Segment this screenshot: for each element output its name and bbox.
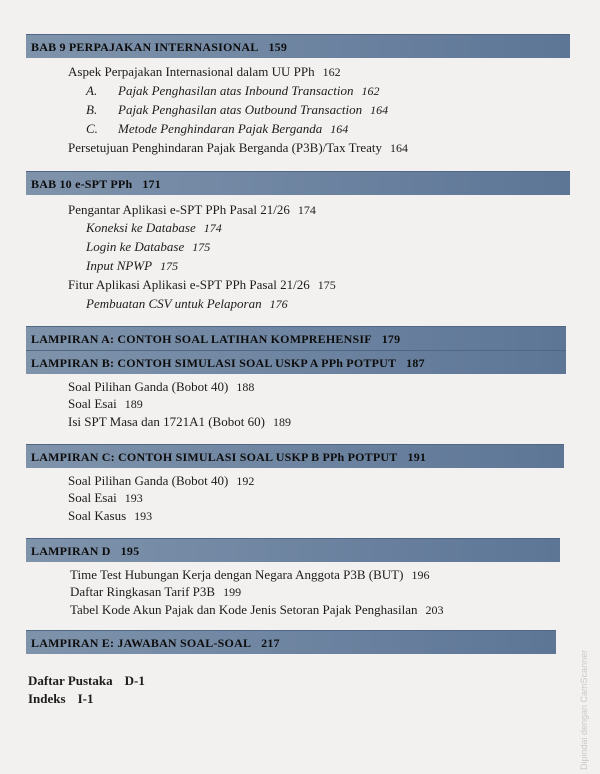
toc-entry-text: Input NPWP <box>86 258 153 273</box>
section-header-page: 217 <box>261 636 280 650</box>
toc-entry-page: 193 <box>134 509 153 523</box>
section-header-lampiran-e <box>26 630 556 654</box>
toc-entry-text: Login ke Database <box>86 239 185 254</box>
toc-entry-page: 193 <box>124 491 143 505</box>
section-header-page: 195 <box>120 544 140 558</box>
section-header-page: 187 <box>406 356 425 370</box>
toc-entry-letter: A. <box>86 83 98 98</box>
toc-entry-page: 189 <box>124 397 143 411</box>
toc-entry-text: Soal Esai <box>68 396 117 411</box>
toc-entry-text: Aspek Perpajakan Internasional dalam UU PPh <box>68 64 315 79</box>
toc-entry-text: Metode Penghindaran Pajak Berganda <box>118 121 323 136</box>
section-header-label: LAMPIRAN D <box>31 544 111 558</box>
toc-entry-text: Pajak Penghasilan atas Inbound Transaction <box>118 83 354 98</box>
section-header-lampiran-c <box>26 444 564 468</box>
toc-entry-text: Soal Esai <box>68 490 117 505</box>
toc-entry <box>68 202 316 218</box>
toc-entry <box>68 277 336 293</box>
toc-entry-page: 192 <box>236 474 255 488</box>
section-header-page: 159 <box>268 40 288 54</box>
toc-entry <box>86 83 379 99</box>
section-header-bab-10 <box>26 171 570 195</box>
back-matter-text: Indeks <box>28 691 66 706</box>
scanner-watermark: Dipindai dengan CamScanner <box>579 649 589 770</box>
toc-entry <box>86 121 348 137</box>
toc-entry <box>68 140 408 156</box>
toc-entry <box>68 379 254 395</box>
toc-entry-page: 174 <box>297 203 316 217</box>
toc-entry-text: Pengantar Aplikasi e-SPT PPh Pasal 21/26 <box>68 202 290 217</box>
toc-entry-text: Persetujuan Penghindaran Pajak Berganda (P3B)/Tax Treaty <box>68 140 383 155</box>
toc-entry-letter: C. <box>86 121 98 136</box>
toc-entry-text: Fitur Aplikasi Aplikasi e-SPT PPh Pasal 21/26 <box>68 277 310 292</box>
section-header-lampiran-b <box>26 350 566 374</box>
toc-entry <box>68 473 254 489</box>
back-matter-entry <box>28 691 93 707</box>
toc-entry-letter: B. <box>86 102 98 117</box>
back-matter-text: Daftar Pustaka <box>28 673 113 688</box>
section-header-label: LAMPIRAN C: CONTOH SIMULASI SOAL USKP B PPh POTPUT <box>31 450 398 464</box>
toc-entry <box>86 102 388 118</box>
section-header-label: BAB 10 e-SPT PPh <box>31 177 133 191</box>
toc-entry <box>70 584 241 600</box>
toc-entry-text: Pembuatan CSV untuk Pelaporan <box>86 296 262 311</box>
toc-entry <box>68 508 152 524</box>
toc-entry-text: Soal Pilihan Ganda (Bobot 40) <box>68 473 229 488</box>
toc-entry-text: Isi SPT Masa dan 1721A1 (Bobot 60) <box>68 414 265 429</box>
section-header-lampiran-a <box>26 326 566 350</box>
toc-entry-page: 203 <box>425 603 444 617</box>
toc-entry-page: 164 <box>390 141 409 155</box>
toc-entry-page: 162 <box>361 84 380 98</box>
toc-entry-page: 199 <box>223 585 242 599</box>
toc-entry-text: Soal Pilihan Ganda (Bobot 40) <box>68 379 229 394</box>
toc-entry <box>68 414 291 430</box>
section-header-label: LAMPIRAN B: CONTOH SIMULASI SOAL USKP A PPh POTPUT <box>31 356 397 370</box>
section-header-lampiran-d <box>26 538 560 562</box>
toc-entry <box>86 258 178 274</box>
section-header-label: BAB 9 PERPAJAKAN INTERNASIONAL <box>31 40 259 54</box>
toc-entry-page: 196 <box>411 568 430 582</box>
section-header-label: LAMPIRAN A: CONTOH SOAL LATIHAN KOMPREHENSIF <box>31 332 372 346</box>
section-header-page: 179 <box>381 332 401 346</box>
section-header-bab-9 <box>26 34 570 58</box>
toc-entry-text: Tabel Kode Akun Pajak dan Kode Jenis Setoran Pajak Penghasilan <box>70 602 418 617</box>
toc-entry <box>68 64 341 80</box>
toc-entry <box>70 567 429 583</box>
toc-entry-text: Pajak Penghasilan atas Outbound Transaction <box>118 102 363 117</box>
toc-entry-text: Koneksi ke Database <box>86 220 196 235</box>
section-header-page: 171 <box>142 177 161 191</box>
toc-entry <box>68 490 143 506</box>
toc-entry-text: Daftar Ringkasan Tarif P3B <box>70 584 216 599</box>
toc-entry <box>86 296 288 312</box>
toc-entry-page: 162 <box>322 65 341 79</box>
toc-entry-page: 164 <box>370 103 389 117</box>
toc-entry-page: 188 <box>236 380 255 394</box>
toc-entry-text: Time Test Hubungan Kerja dengan Negara Anggota P3B (BUT) <box>70 567 404 582</box>
toc-entry <box>68 396 143 412</box>
toc-entry-page: 175 <box>192 240 211 254</box>
toc-entry-page: 164 <box>330 122 349 136</box>
back-matter-page: D-1 <box>124 673 145 688</box>
toc-entry-page: 175 <box>160 259 179 273</box>
toc-entry <box>86 220 222 236</box>
toc-entry-page: 176 <box>269 297 288 311</box>
toc-entry-text: Soal Kasus <box>68 508 127 523</box>
toc-entry-page: 175 <box>317 278 336 292</box>
back-matter-entry <box>28 673 145 689</box>
toc-entry <box>70 602 444 618</box>
toc-entry <box>86 239 210 255</box>
toc-entry-page: 189 <box>272 415 291 429</box>
toc-entry-page: 174 <box>203 221 222 235</box>
back-matter-page: I-1 <box>77 691 94 706</box>
section-header-page: 191 <box>407 450 427 464</box>
section-header-label: LAMPIRAN E: JAWABAN SOAL-SOAL <box>31 636 252 650</box>
